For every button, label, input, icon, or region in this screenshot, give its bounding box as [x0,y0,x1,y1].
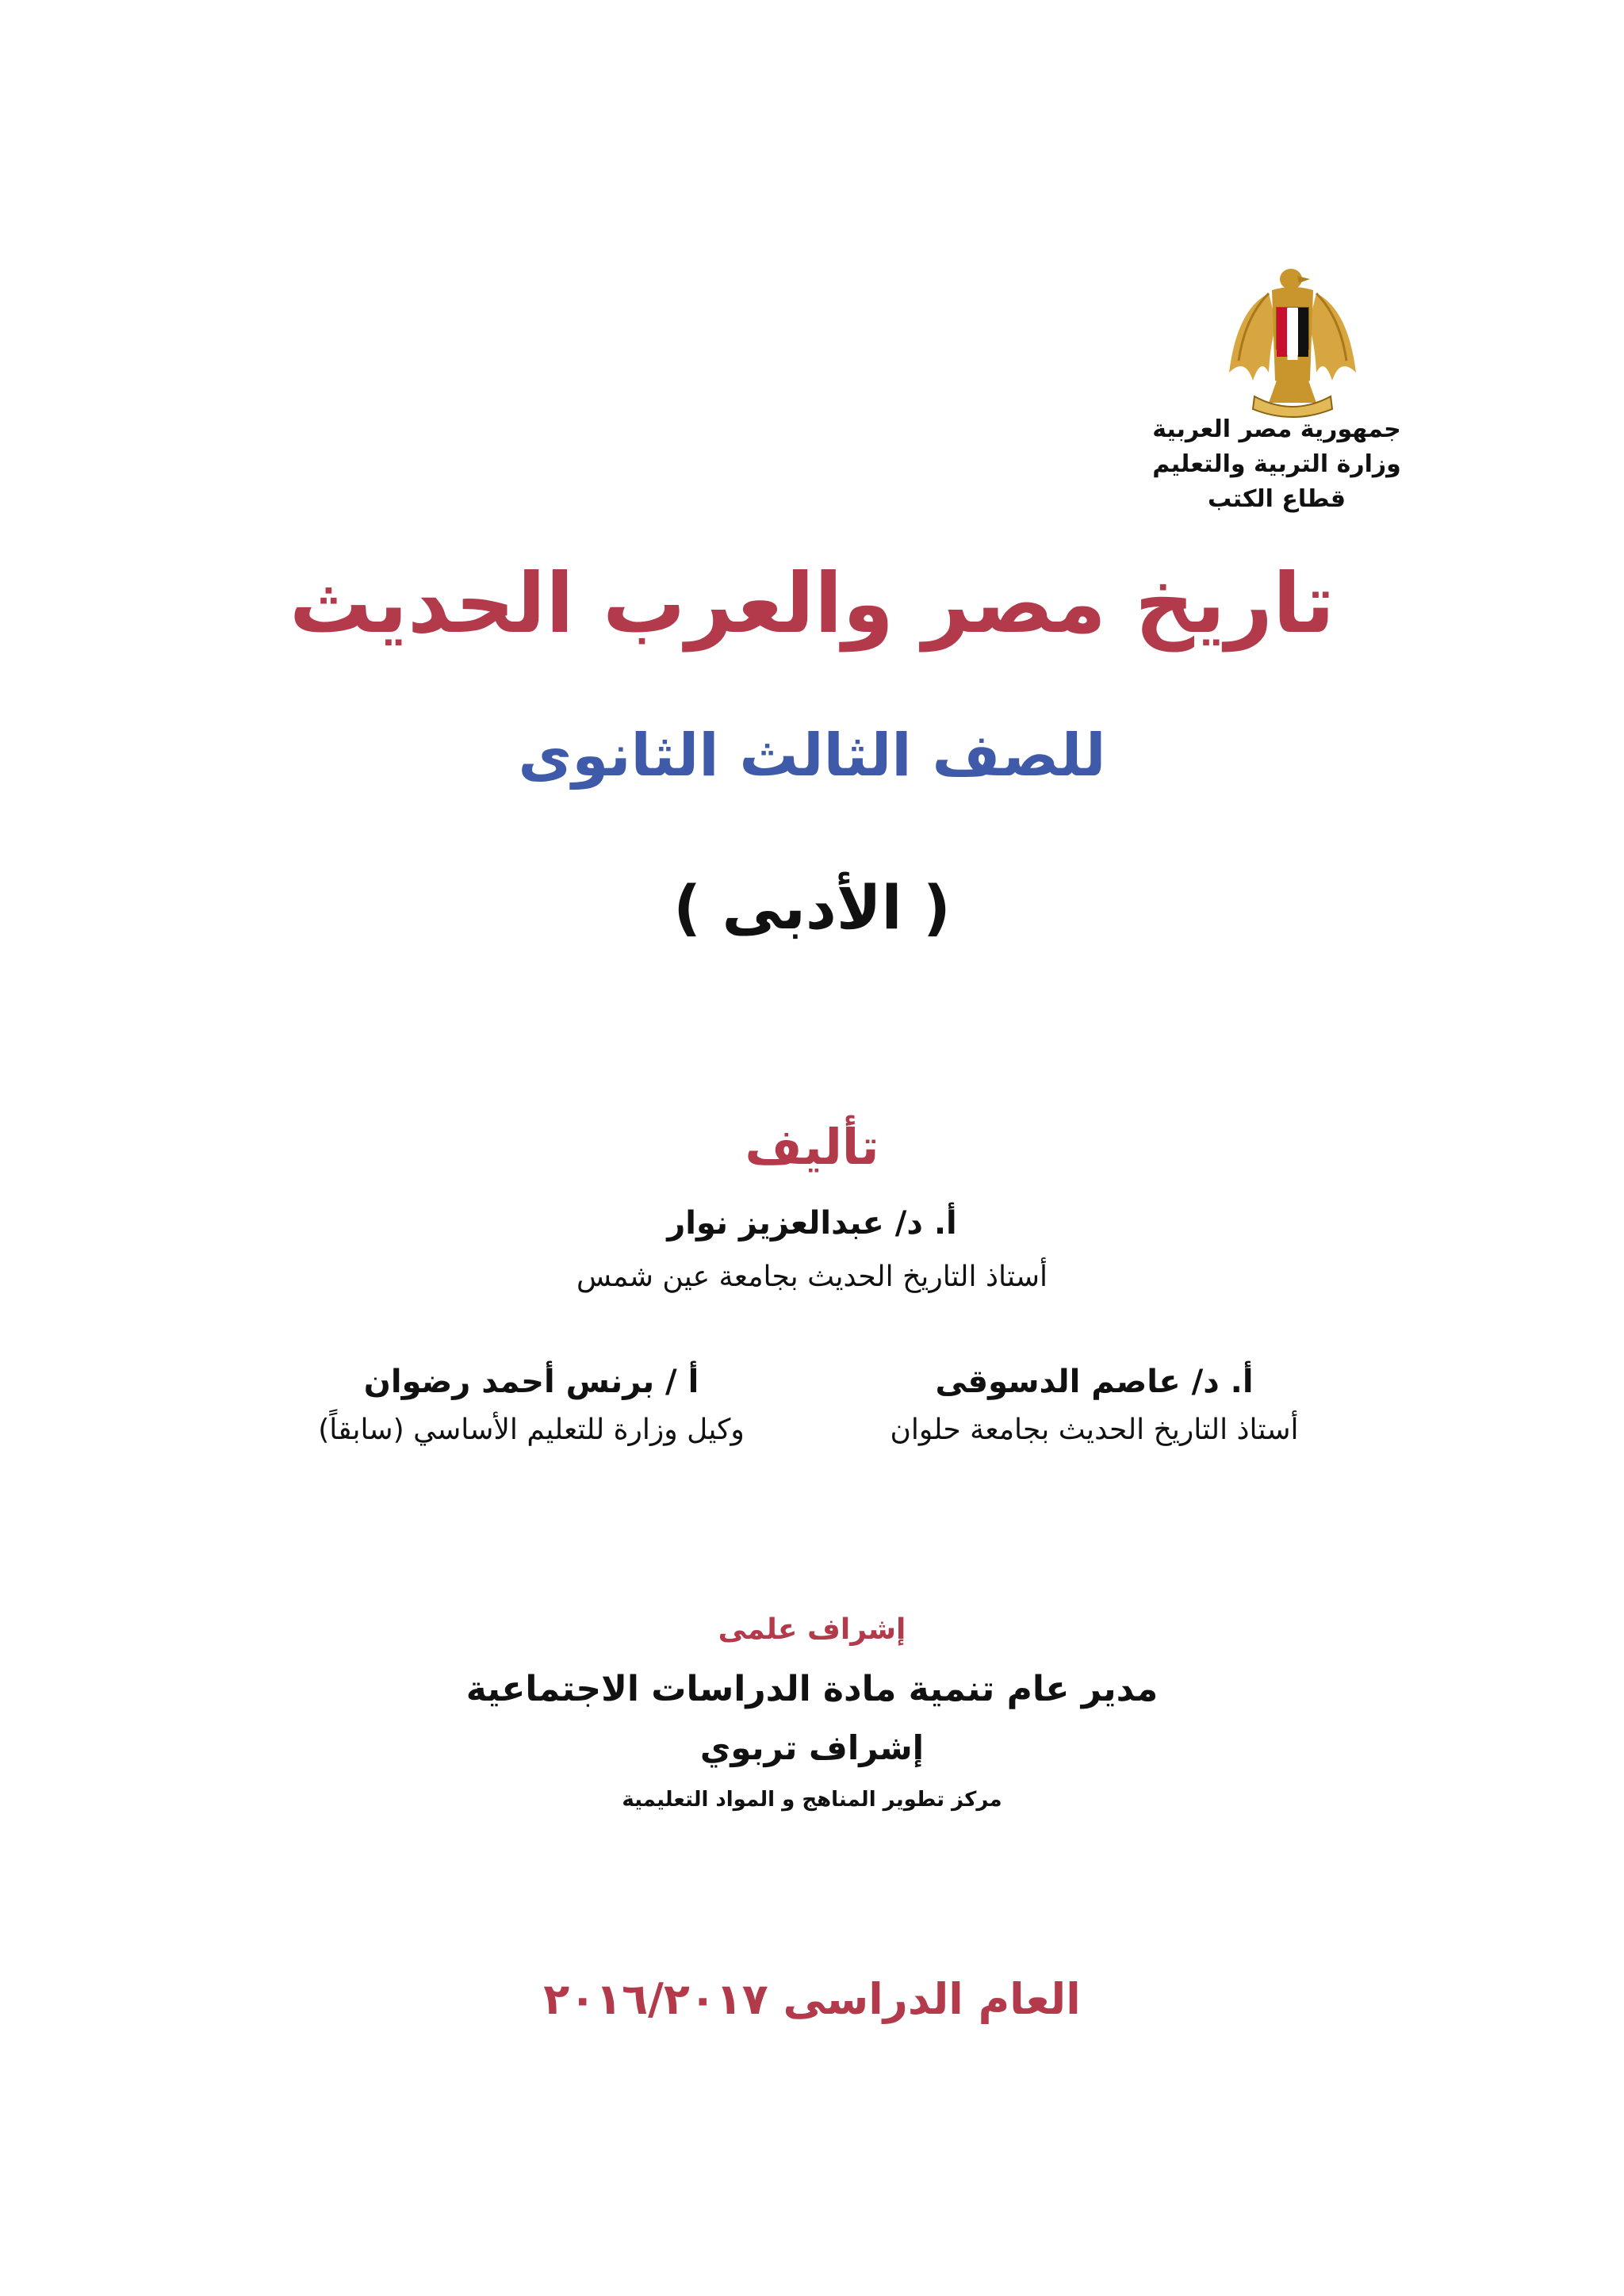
author-name: أ / برنس أحمد رضوان [363,1364,699,1400]
author-name: أ. د/ عاصم الدسوقى [935,1364,1254,1400]
supervision-heading: إشراف علمى [718,1613,906,1646]
author-block [254,1357,809,1454]
book-subtitle: للصف الثالث الثانوى [518,721,1106,790]
academic-year: العام الدراسى ٢٠١٦/٢٠١٧ [543,1974,1081,2024]
authorship-heading: تأليف [745,1118,879,1176]
supervision-line: مركز تطوير المناهج و المواد التعليمية [622,1788,1002,1812]
header-sector: قطاع الكتب [1207,485,1346,513]
header-country: جمهورية مصر العربية [1152,415,1401,443]
header-ministry: وزارة التربية والتعليم [1152,450,1401,478]
author-block [817,1357,1372,1454]
book-branch: ( الأدبى ) [673,872,951,943]
author-role: أستاذ التاريخ الحديث بجامعة عين شمس [576,1261,1048,1293]
supervision-line: إشراف تربوي [699,1728,925,1767]
supervision-line: مدير عام تنمية مادة الدراسات الاجتماعية [465,1669,1159,1709]
author-name: أ. د/ عبدالعزيز نوار [667,1205,957,1242]
egypt-eagle-emblem-icon [1221,262,1364,420]
author-role: وكيل وزارة للتعليم الأساسي (سابقاً) [318,1414,745,1446]
book-title: تاريخ مصر والعرب الحديث [289,555,1335,652]
author-role: أستاذ التاريخ الحديث بجامعة حلوان [890,1414,1299,1446]
ministry-header [1126,412,1427,517]
